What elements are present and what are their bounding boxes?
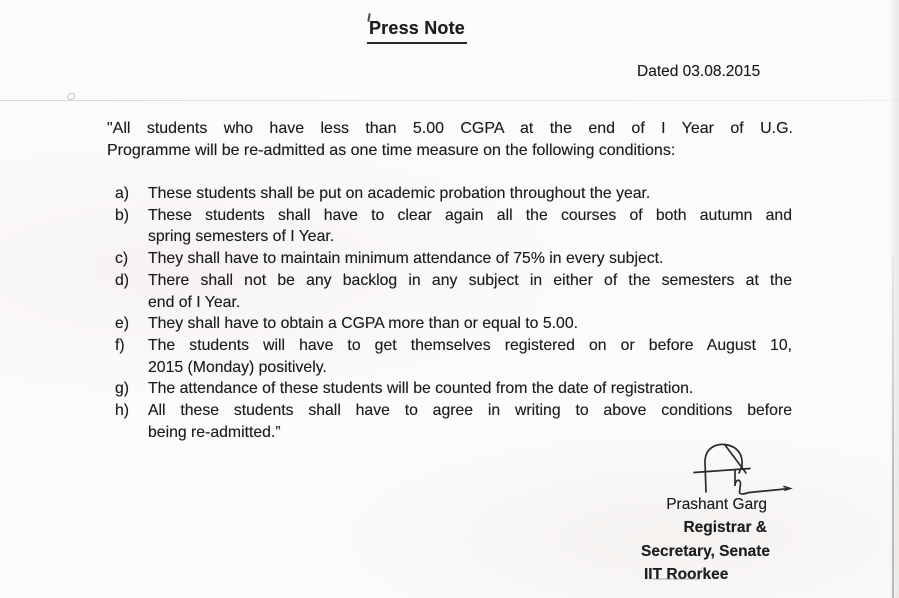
- signature-icon: [692, 440, 796, 498]
- text-line: These students shall have to clear again all the courses of both autumn and: [148, 206, 792, 224]
- signatory-title-line: Secretary, Senate: [641, 542, 770, 560]
- condition-label: h): [115, 402, 130, 420]
- text-line: The attendance of these students will be counted from the date of registration.: [148, 380, 694, 398]
- text-line: spring semesters of I Year.: [148, 228, 335, 246]
- text-line: There shall not be any backlog in any subject in either of the semesters at the: [148, 271, 792, 289]
- scan-edge-shade: [889, 0, 899, 598]
- signatory-titles: [638, 516, 770, 586]
- condition-row: [115, 335, 792, 378]
- text-line: These students shall be put on academic probation throughout the year.: [148, 185, 651, 202]
- condition-row: [115, 248, 792, 270]
- conditions-list: [115, 183, 792, 443]
- condition-label: g): [115, 380, 130, 398]
- signatory-title-line: Registrar &: [683, 519, 767, 537]
- signature-block: [638, 493, 770, 586]
- text-line: 2015 (Monday) positively.: [148, 358, 327, 376]
- condition-text: [148, 313, 792, 335]
- date-line: Dated 03.08.2015: [637, 63, 761, 80]
- text-line: All these students shall have to agree in writing to above conditions before: [148, 402, 792, 420]
- condition-text: [148, 335, 792, 378]
- condition-text: [148, 248, 792, 270]
- condition-text: [148, 205, 792, 248]
- page-title: Press Note: [367, 18, 467, 44]
- text-line: The students will have to get themselves registered on or before August 10,: [148, 336, 792, 354]
- condition-label: b): [115, 206, 130, 224]
- condition-row: [115, 205, 792, 248]
- signatory-name: Prashant Garg: [666, 496, 767, 513]
- text-line: end of I Year.: [148, 293, 241, 311]
- condition-text: [148, 400, 792, 443]
- condition-label: d): [115, 271, 130, 289]
- text-line: Programme will be re-admitted as one time measure on the following conditions:: [107, 141, 676, 159]
- condition-text: [148, 378, 792, 400]
- condition-row: [115, 183, 792, 205]
- condition-label: a): [115, 185, 130, 202]
- text-line: They shall have to obtain a CGPA more than or equal to 5.00.: [148, 315, 578, 333]
- condition-label: e): [115, 315, 130, 333]
- condition-row: [115, 313, 792, 335]
- signatory-title-line: IIT Roorkee: [644, 565, 729, 583]
- text-line: They shall have to maintain minimum attendance of 75% in every subject.: [148, 250, 664, 268]
- condition-text: [148, 270, 792, 313]
- text-line: being re-admitted.”: [148, 423, 281, 441]
- condition-row: [115, 400, 792, 443]
- condition-label: c): [115, 250, 129, 268]
- text-line: "All students who have less than 5.00 CGPA at the end of I Year of U.G.: [107, 120, 793, 137]
- scan-smudge: [652, 578, 700, 580]
- intro-paragraph: [107, 118, 793, 161]
- condition-row: [115, 270, 792, 313]
- condition-label: f): [115, 336, 125, 354]
- condition-text: [148, 183, 792, 205]
- scan-fold-line: [0, 100, 899, 101]
- condition-row: [115, 378, 792, 400]
